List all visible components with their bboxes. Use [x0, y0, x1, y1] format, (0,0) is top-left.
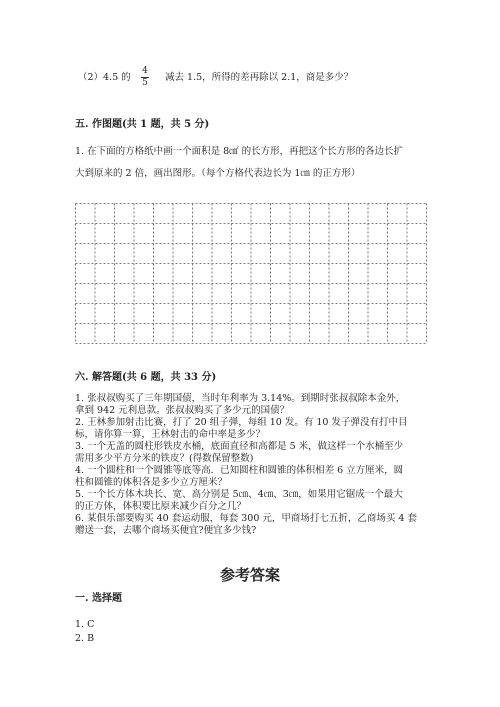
section6-line: 5. 一个长方体木块长、宽、高分别是 5㎝、4㎝、3㎝，如果用它锯成一个最大 — [75, 489, 403, 500]
answer-item: 1. C — [75, 619, 95, 630]
section5-line1: 1. 在下面的方格纸中画一个面积是 8㎠ 的长方形，再把这个长方形的各边长扩 — [75, 146, 404, 157]
section5-heading: 五. 作图题(共 1 题，共 5 分) — [75, 119, 210, 130]
dashed-grid-paper — [75, 203, 427, 344]
section6-line: 1. 张叔叔购买了三年期国债，当时年利率为 3.14%。到期时张叔叔除本金外， — [75, 393, 406, 404]
section6-line: 4. 一个圆柱和一个圆锥等底等高．已知圆柱和圆锥的体积相差 6 立方厘米，圆 — [75, 465, 404, 476]
section6-line: 柱和圆锥的体积各是多少立方厘米？ — [75, 477, 228, 488]
answer-item: 2. B — [75, 633, 95, 644]
fraction-denominator: 5 — [142, 78, 148, 88]
section6-body — [75, 393, 417, 537]
section6-heading: 六. 解答题(共 6 题，共 33 分) — [75, 372, 217, 383]
section6-line: 标，请你算一算，王林射击的命中率是多少？ — [75, 429, 266, 440]
section6-line: 拿到 942 元利息款。张叔叔购买了多少元的国债？ — [75, 405, 290, 416]
section6-line: 3. 一个无盖的圆柱形铁皮水桶，底面直径和高都是 5 米，做这样一个水桶至少 — [75, 441, 404, 452]
section6-line: 2. 王林参加射击比赛，打了 20 组子弹，每组 10 发。有 10 发子弹没有打中目 — [75, 417, 408, 428]
answers-heading: 一. 选择题 — [75, 593, 122, 604]
answers-title: 参考答案 — [219, 566, 280, 584]
section6-line: 赠送一套，去哪个商场买便宜?便宜多少钱? — [75, 525, 257, 536]
section6-line: 的正方体，体积要比原来减少百分之几？ — [75, 501, 247, 512]
fraction — [141, 66, 149, 89]
q2-prefix: （2）4.5 的 — [78, 72, 131, 83]
q2-suffix: 减去 1.5，所得的差再除以 2.1，商是多少？ — [165, 72, 354, 83]
section5-line2: 大到原来的 2 倍，画出图形。（每个方格代表边长为 1㎝ 的正方形） — [75, 168, 361, 179]
fraction-numerator: 4 — [142, 66, 148, 76]
section6-line: 6. 某俱乐部要购买 40 套运动服，每套 300 元，甲商场打七五折，乙商场买 4 套 — [75, 513, 417, 524]
section6-line: 需用多少平方分米的铁皮？(得数保留整数) — [75, 453, 254, 464]
